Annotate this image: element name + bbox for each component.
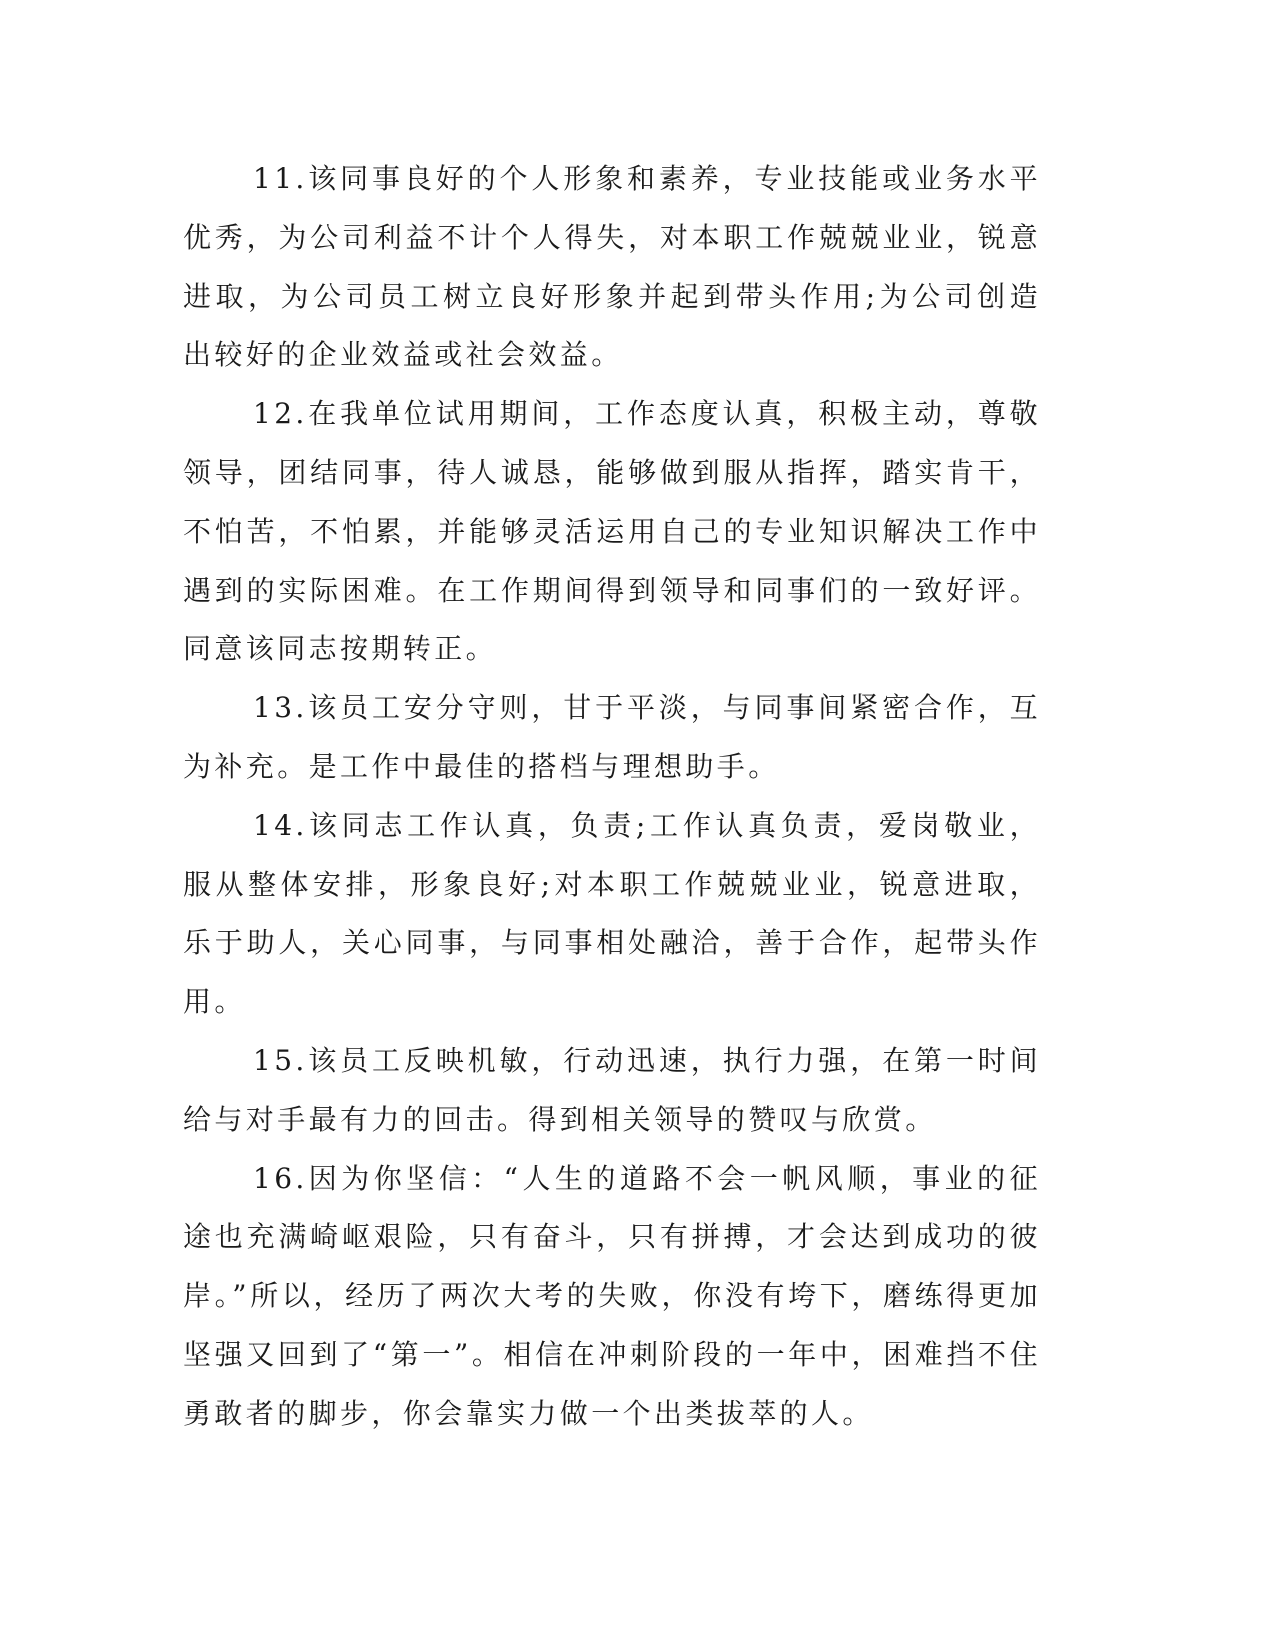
paragraph-11: 11.该同事良好的个人形象和素养，专业技能或业务水平优秀，为公司利益不计个人得失，对本职工作兢兢业业，锐意进取，为公司员工树立良好形象并起到带头作用;为公司创造出较好的企业效益或社会效益。 xyxy=(183,162,1041,372)
document-body xyxy=(183,150,1041,1444)
paragraph-13: 13.该员工安分守则，甘于平淡，与同事间紧密合作，互为补充。是工作中最佳的搭档与理想助手。 xyxy=(183,691,1041,783)
paragraph-12: 12.在我单位试用期间，工作态度认真，积极主动，尊敬领导，团结同事，待人诚恳，能够做到服从指挥，踏实肯干，不怕苦，不怕累，并能够灵活运用自己的专业知识解决工作中遇到的实际困难。在工作期间得到领导和同事们的一致好评。同意该同志按期转正。 xyxy=(183,397,1041,666)
paragraph-16: 16.因为你坚信：“人生的道路不会一帆风顺，事业的征途也充满崎岖艰险，只有奋斗，只有拼搏，才会达到成功的彼岸。”所以，经历了两次大考的失败，你没有垮下，磨练得更加坚强又回到了“第一”。相信在冲刺阶段的一年中，困难挡不住勇敢者的脚步，你会靠实力做一个出类拔萃的人。 xyxy=(183,1161,1041,1430)
paragraph-15: 15.该员工反映机敏，行动迅速，执行力强，在第一时间给与对手最有力的回击。得到相关领导的赞叹与欣赏。 xyxy=(183,1043,1041,1136)
paragraph-14: 14.该同志工作认真，负责;工作认真负责，爱岗敬业，服从整体安排，形象良好;对本职工作兢兢业业，锐意进取，乐于助人，关心同事，与同事相处融洽，善于合作，起带头作用。 xyxy=(183,808,1041,1019)
